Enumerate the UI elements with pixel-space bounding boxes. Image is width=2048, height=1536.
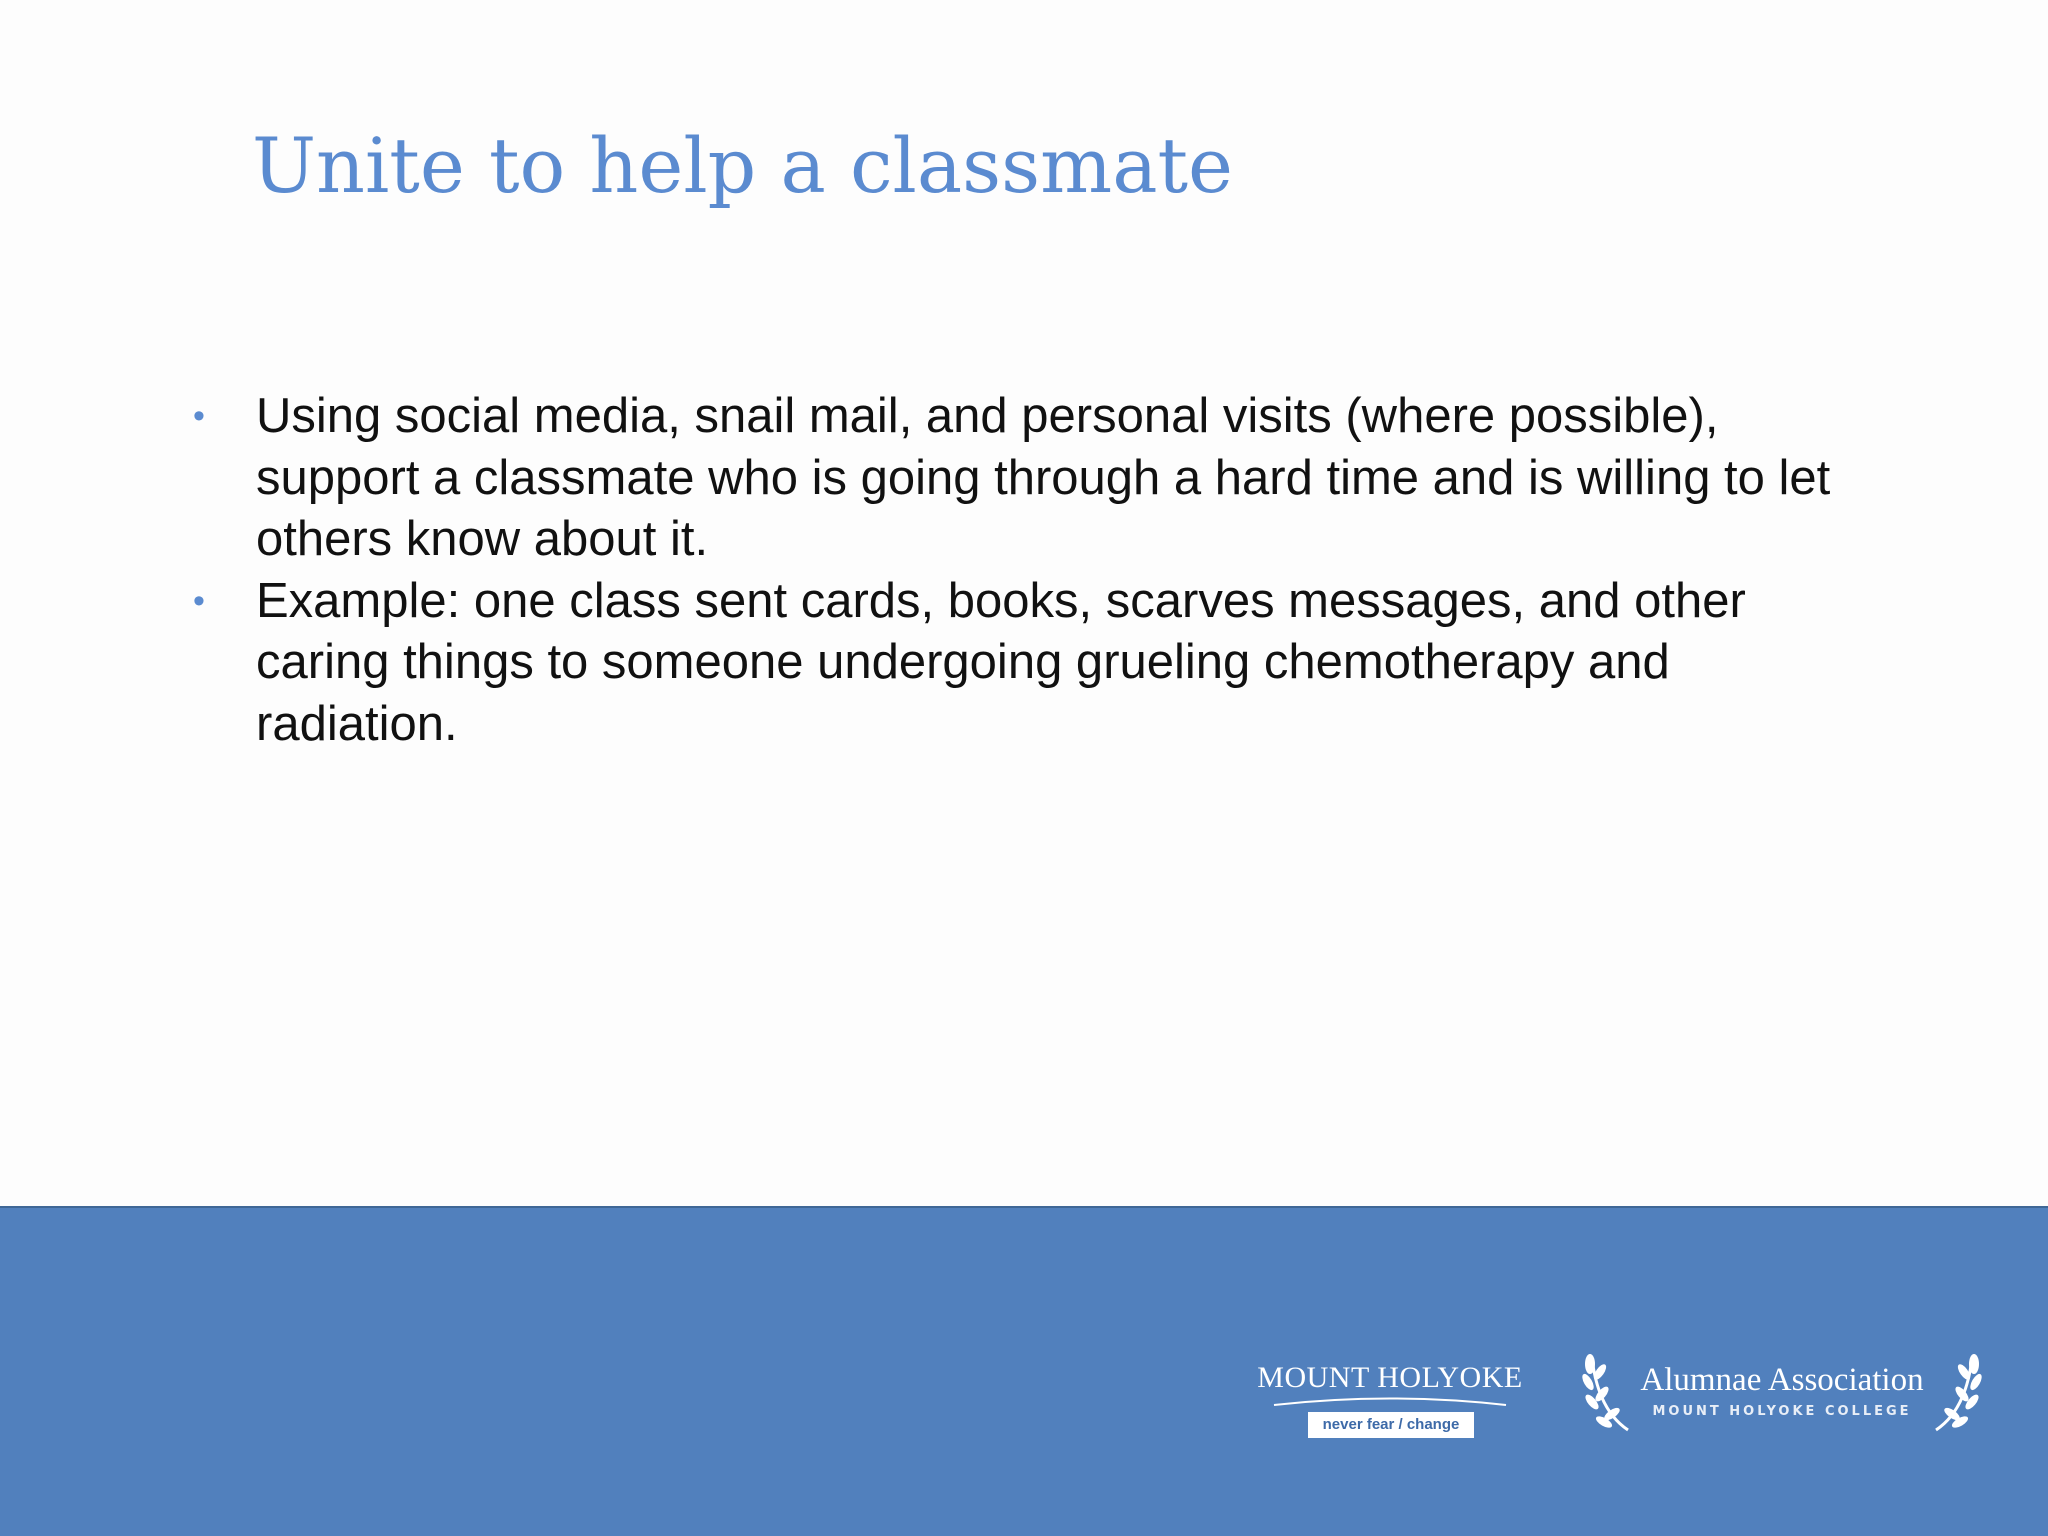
laurel-icon: [1926, 1350, 1986, 1436]
bullet-marker: •: [193, 581, 205, 620]
bullet-text: Example: one class sent cards, books, scarves messages, and other caring things to someone undergoing grueling chemotherapy and radiation.: [256, 573, 1746, 751]
alumnae-association-name: Alumnae Association: [1640, 1362, 1924, 1398]
alumnae-association-subtitle: MOUNT HOLYOKE COLLEGE: [1652, 1404, 1912, 1419]
mount-holyoke-tagline: never fear / change: [1308, 1412, 1474, 1438]
bullet-item: [188, 386, 1868, 571]
alumnae-association-logo: [1578, 1348, 1986, 1438]
mount-holyoke-logo: [1250, 1356, 1530, 1438]
mount-holyoke-wordmark: MOUNT HOLYOKE: [1257, 1361, 1523, 1394]
slide-title: Unite to help a classmate: [252, 121, 1234, 210]
bullet-item: [188, 571, 1868, 756]
swoosh-icon: [1270, 1394, 1510, 1408]
bullet-marker: •: [193, 397, 205, 435]
bullet-list: [188, 386, 1868, 755]
laurel-icon: [1578, 1350, 1638, 1436]
bullet-text: Using social media, snail mail, and personal visits (where possible), support a classmate who is going through a hard time and is willing to let others know about it.: [256, 389, 1831, 566]
